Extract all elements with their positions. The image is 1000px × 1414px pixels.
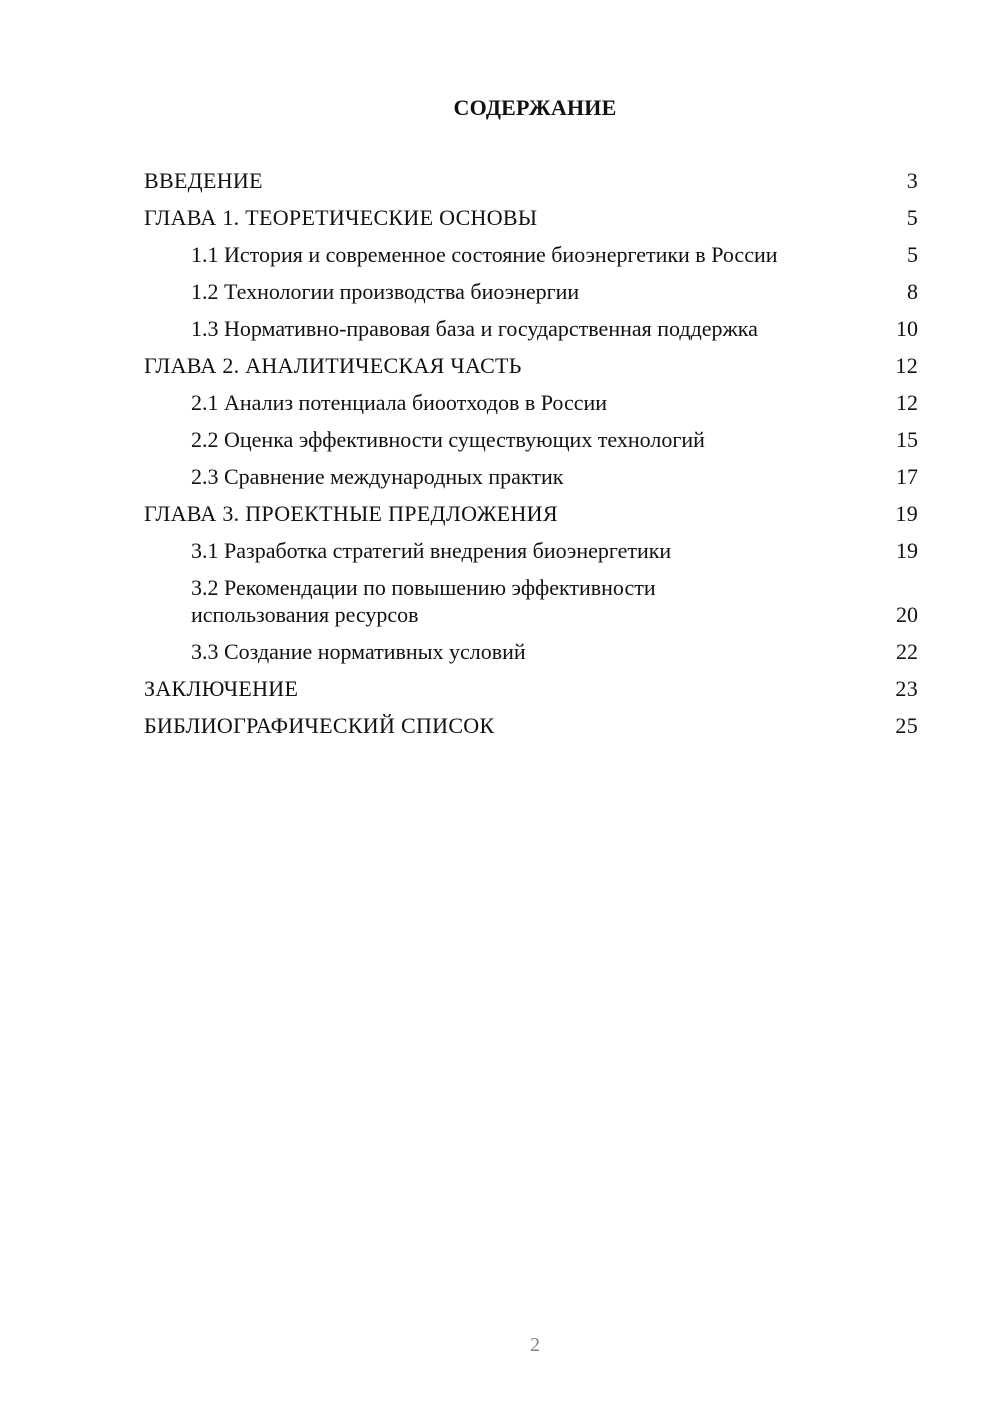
toc-entry-section-1-1 [144,241,918,268]
page-number: 2 [530,1334,540,1356]
toc-entry-section-3-1 [144,537,918,564]
toc-entry-conclusion [144,675,918,702]
toc-entry-section-3-3 [144,638,918,665]
toc-entry-page: 12 [895,353,918,378]
toc-entry-label: 3.2 Рекомендации по повышению эффективности использования ресурсов [191,575,656,627]
toc-entry-section-1-2 [144,278,918,305]
toc-entry-chapter-2 [144,352,918,379]
toc-entry-label: 1.1 История и современное состояние биоэнергетики в России [191,242,778,267]
toc-entry-label: 1.3 Нормативно-правовая база и государственная поддержка [191,316,758,341]
toc-entry-label: ЗАКЛЮЧЕНИЕ [144,676,299,701]
toc-entry-page: 15 [896,427,918,452]
toc-entry-label: 2.2 Оценка эффективности существующих технологий [191,427,705,452]
table-of-contents [144,167,918,749]
toc-entry-page: 5 [907,242,918,267]
toc-entry-label: 2.1 Анализ потенциала биоотходов в России [191,390,608,415]
toc-entry-page: 3 [906,168,918,193]
toc-entry-label: ГЛАВА 2. АНАЛИТИЧЕСКАЯ ЧАСТЬ [144,353,522,378]
toc-entry-section-3-2 [144,574,918,628]
toc-entry-page: 23 [895,676,918,701]
toc-entry-chapter-1 [144,204,918,231]
toc-entry-page: 22 [896,639,918,664]
toc-entry-label: 3.1 Разработка стратегий внедрения биоэнергетики [191,538,672,563]
toc-entry-label: ГЛАВА 3. ПРОЕКТНЫЕ ПРЕДЛОЖЕНИЯ [144,501,558,526]
toc-entry-introduction [144,167,918,194]
toc-entry-page: 20 [896,602,918,627]
toc-entry-page: 19 [896,538,918,563]
toc-entry-label: БИБЛИОГРАФИЧЕСКИЙ СПИСОК [144,713,495,738]
toc-entry-section-2-1 [144,389,918,416]
toc-entry-label: ВВЕДЕНИЕ [144,168,263,193]
toc-entry-chapter-3 [144,500,918,527]
toc-entry-section-2-2 [144,426,918,453]
toc-entry-page: 10 [896,316,918,341]
toc-entry-bibliography [144,712,918,739]
toc-entry-section-2-3 [144,463,918,490]
toc-entry-section-1-3 [144,315,918,342]
toc-entry-label: ГЛАВА 1. ТЕОРЕТИЧЕСКИЕ ОСНОВЫ [144,205,538,230]
page-title: СОДЕРЖАНИЕ [453,95,617,120]
toc-entry-page: 12 [896,390,918,415]
toc-entry-page: 8 [907,279,918,304]
toc-entry-page: 5 [906,205,918,230]
toc-entry-page: 25 [895,713,918,738]
toc-entry-label: 2.3 Сравнение международных практик [191,464,564,489]
toc-entry-label: 1.2 Технологии производства биоэнергии [191,279,580,304]
toc-entry-page: 19 [895,501,918,526]
toc-entry-label: 3.3 Создание нормативных условий [191,639,526,664]
toc-entry-page: 17 [896,464,918,489]
